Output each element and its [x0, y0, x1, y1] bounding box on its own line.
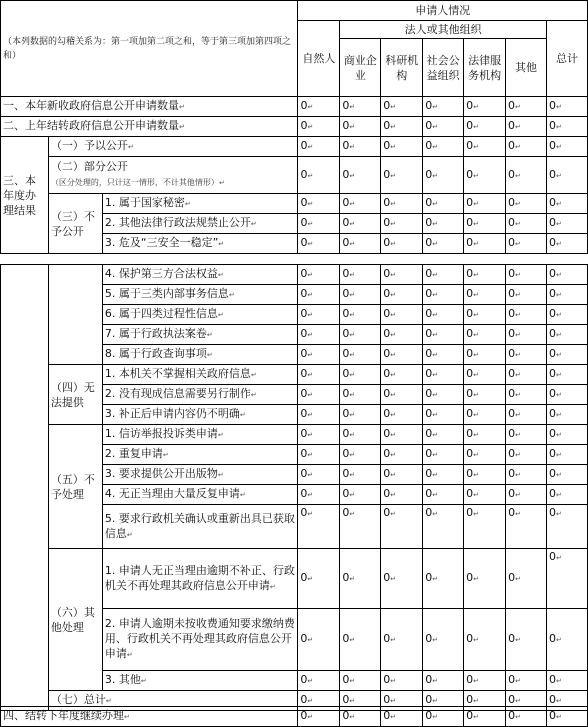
value-cell: 0↵: [340, 365, 381, 385]
value-cell: 0↵: [340, 691, 381, 711]
value-cell: 0↵: [423, 137, 464, 157]
value-cell: 0↵: [381, 345, 423, 365]
row-label: 二、上年结转政府信息公开申请数量↵: [1, 117, 298, 137]
row-label: 3. 其他↵: [102, 671, 298, 691]
value-cell: 0↵: [340, 285, 381, 305]
value-cell: 0↵: [423, 345, 464, 365]
value-cell: 0↵: [464, 214, 506, 234]
value-cell: 0↵: [298, 234, 340, 254]
value-cell: 0↵: [547, 707, 588, 727]
value-cell: 0↵: [423, 157, 464, 194]
value-cell: 0↵: [340, 707, 381, 727]
value-cell: 0↵: [298, 385, 340, 405]
value-cell: 0↵: [464, 485, 506, 505]
value-cell: 0↵: [546, 194, 587, 214]
value-cell: 0↵: [464, 365, 506, 385]
value-cell: 0↵: [340, 549, 381, 609]
value-cell: 0↵: [423, 609, 464, 671]
value-cell: 0↵: [464, 609, 506, 671]
value-cell: 0↵: [298, 465, 340, 485]
value-cell: 0↵: [546, 214, 587, 234]
value-cell: 0↵: [464, 691, 506, 711]
value-cell: 0↵: [298, 609, 340, 671]
table-row: [1, 117, 588, 137]
value-cell: 0↵: [340, 194, 381, 214]
value-cell: 0↵: [546, 234, 587, 254]
bottom-table: [0, 264, 588, 711]
final-row-table: [0, 706, 588, 727]
subsection-label: （五）不予处理: [48, 425, 102, 549]
value-cell: 0↵: [506, 285, 547, 305]
value-cell: 0↵: [381, 234, 423, 254]
value-cell: 0↵: [340, 214, 381, 234]
value-cell: 0↵: [464, 194, 506, 214]
row-label: 6. 属于四类过程性信息↵: [102, 305, 298, 325]
value-cell: 0↵: [547, 425, 588, 445]
row-label: 2. 重复申请↵: [102, 445, 298, 465]
value-cell: 0↵: [547, 365, 588, 385]
value-cell: 0↵: [506, 465, 547, 485]
value-cell: 0↵: [298, 549, 340, 609]
value-cell: 0↵: [298, 671, 340, 691]
value-cell: 0↵: [464, 305, 506, 325]
table-row: [1, 707, 588, 727]
value-cell: 0↵: [506, 365, 547, 385]
value-cell: 0↵: [547, 609, 588, 671]
header-natural: 自然人: [298, 21, 340, 97]
value-cell: 0↵: [340, 465, 381, 485]
value-cell: 0↵: [381, 445, 423, 465]
value-cell: 0↵: [423, 97, 464, 117]
row-label: 一、本年新收政府信息公开申请数量↵: [1, 97, 298, 117]
value-cell: 0↵: [340, 505, 381, 549]
row-label: 7. 属于行政执法案卷↵: [102, 325, 298, 345]
value-cell: 0↵: [381, 485, 423, 505]
value-cell: 0↵: [464, 671, 506, 691]
value-cell: 0↵: [547, 265, 588, 285]
value-cell: 0↵: [298, 405, 340, 425]
value-cell: 0↵: [340, 405, 381, 425]
value-cell: 0↵: [381, 97, 423, 117]
value-cell: 0↵: [381, 385, 423, 405]
value-cell: 0↵: [298, 157, 340, 194]
value-cell: 0↵: [340, 234, 381, 254]
subsection-continuation: [48, 265, 102, 365]
value-cell: 0↵: [506, 157, 547, 194]
header-commercial: 商业企业: [340, 39, 381, 97]
value-cell: 0↵: [423, 691, 464, 711]
value-cell: 0↵: [506, 117, 547, 137]
value-cell: 0↵: [464, 445, 506, 465]
row-label: 5. 要求行政机关确认或重新出具已获取信息↵: [102, 505, 298, 549]
value-cell: 0↵: [506, 707, 547, 727]
value-cell: 0↵: [381, 707, 423, 727]
value-cell: 0↵: [423, 117, 464, 137]
value-cell: 0↵: [340, 117, 381, 137]
value-cell: 0↵: [423, 505, 464, 549]
value-cell: 0↵: [381, 285, 423, 305]
value-cell: 0↵: [423, 707, 464, 727]
value-cell: 0↵: [381, 194, 423, 214]
value-cell: 0↵: [464, 157, 506, 194]
value-cell: 0↵: [340, 609, 381, 671]
value-cell: 0↵: [340, 97, 381, 117]
row-label: 3. 补正后申请内容仍不明确↵: [102, 405, 298, 425]
value-cell: 0↵: [423, 194, 464, 214]
value-cell: 0↵: [547, 385, 588, 405]
value-cell: 0↵: [506, 425, 547, 445]
row-label: 2. 没有现成信息需要另行制作↵: [102, 385, 298, 405]
value-cell: 0↵: [340, 385, 381, 405]
value-cell: 0↵: [423, 234, 464, 254]
value-cell: 0↵: [381, 265, 423, 285]
header-social: 社会公益组织: [423, 39, 464, 97]
row-label: 1. 申请人无正当理由逾期不补正、行政机关不再处理其政府信息公开申请↵: [102, 549, 298, 609]
value-cell: 0↵: [464, 707, 506, 727]
value-cell: 0↵: [423, 549, 464, 609]
value-cell: 0↵: [340, 325, 381, 345]
table-row: [1, 549, 588, 609]
value-cell: 0↵: [506, 137, 547, 157]
row-label: 1. 属于国家秘密↵: [102, 194, 298, 214]
table-row: [1, 97, 588, 117]
value-cell: 0↵: [464, 549, 506, 609]
value-cell: 0↵: [298, 285, 340, 305]
value-cell: 0↵: [298, 137, 340, 157]
value-cell: 0↵: [423, 485, 464, 505]
value-cell: 0↵: [381, 465, 423, 485]
value-cell: 0↵: [381, 214, 423, 234]
value-cell: 0↵: [381, 117, 423, 137]
value-cell: 0↵: [464, 385, 506, 405]
value-cell: 0↵: [381, 505, 423, 549]
header-total: 总计: [546, 21, 587, 97]
value-cell: 0↵: [298, 707, 340, 727]
value-cell: 0↵: [506, 345, 547, 365]
value-cell: 0↵: [340, 485, 381, 505]
value-cell: 0↵: [547, 345, 588, 365]
value-cell: 0↵: [547, 485, 588, 505]
value-cell: 0↵: [506, 265, 547, 285]
value-cell: 0↵: [464, 505, 506, 549]
value-cell: 0↵: [547, 405, 588, 425]
header-note: （本列数据的勾稽关系为：第一项加第二项之和，等于第三项加第四项之和）: [3, 36, 292, 61]
value-cell: 0↵: [298, 97, 340, 117]
header-legal-service: 法律服务机构: [464, 39, 506, 97]
value-cell: 0↵: [506, 549, 547, 609]
value-cell: 0↵: [298, 194, 340, 214]
value-cell: 0↵: [340, 671, 381, 691]
value-cell: 0↵: [464, 234, 506, 254]
value-cell: 0↵: [423, 325, 464, 345]
value-cell: 0↵: [464, 345, 506, 365]
value-cell: 0↵: [340, 425, 381, 445]
header-note-cell: [1, 1, 298, 97]
value-cell: 0↵: [340, 137, 381, 157]
value-cell: 0↵: [298, 214, 340, 234]
value-cell: 0↵: [423, 365, 464, 385]
row-label: 2. 申请人逾期未按收费通知要求缴纳费用、行政机关不再处理其政府信息公开申请↵: [102, 609, 298, 671]
value-cell: 0↵: [381, 405, 423, 425]
value-cell: 0↵: [506, 485, 547, 505]
value-cell: 0↵: [464, 137, 506, 157]
value-cell: 0↵: [381, 425, 423, 445]
value-cell: 0↵: [547, 285, 588, 305]
value-cell: 0↵: [381, 691, 423, 711]
row-label: （一）予以公开↵: [48, 137, 298, 157]
section-3-continuation: [1, 265, 49, 711]
value-cell: 0↵: [381, 137, 423, 157]
row-label: 5. 属于三类内部事务信息↵: [102, 285, 298, 305]
value-cell: 0↵: [506, 445, 547, 465]
value-cell: 0↵: [506, 305, 547, 325]
value-cell: 0↵: [381, 549, 423, 609]
value-cell: 0↵: [547, 505, 588, 549]
value-cell: 0↵: [423, 285, 464, 305]
value-cell: 0↵: [547, 691, 588, 711]
value-cell: 0↵: [546, 97, 587, 117]
table-row: [1, 137, 588, 157]
value-cell: 0↵: [506, 234, 547, 254]
value-cell: 0↵: [506, 609, 547, 671]
value-cell: 0↵: [381, 365, 423, 385]
table-row: [1, 157, 588, 194]
header-other: 其他: [506, 39, 547, 97]
value-cell: 0↵: [340, 445, 381, 465]
value-cell: 0↵: [464, 325, 506, 345]
value-cell: 0↵: [423, 214, 464, 234]
value-cell: 0↵: [381, 609, 423, 671]
subsection-label: （六）其他处理: [48, 549, 102, 691]
value-cell: 0↵: [381, 671, 423, 691]
value-cell: 0↵: [547, 305, 588, 325]
row-label: 3. 要求提供公开出版物↵: [102, 465, 298, 485]
header-legal-group: 法人或其他组织: [340, 21, 547, 39]
value-cell: 0↵: [298, 691, 340, 711]
value-cell: 0↵: [464, 285, 506, 305]
value-cell: 0↵: [340, 265, 381, 285]
value-cell: 0↵: [506, 214, 547, 234]
value-cell: 0↵: [464, 265, 506, 285]
value-cell: 0↵: [423, 305, 464, 325]
row-label: 4. 无正当理由大量反复申请↵: [102, 485, 298, 505]
value-cell: 0↵: [298, 365, 340, 385]
value-cell: 0↵: [423, 405, 464, 425]
row-label: （二）部分公开（区分处理的，只计这一情形，不计其他情形）↵: [48, 157, 298, 194]
value-cell: 0↵: [464, 425, 506, 445]
value-cell: 0↵: [546, 117, 587, 137]
value-cell: 0↵: [464, 97, 506, 117]
row-label: （七）总计↵: [48, 691, 298, 711]
subsection-label: （三）不予公开: [48, 194, 102, 254]
header-research: 科研机构: [381, 39, 423, 97]
value-cell: 0↵: [547, 325, 588, 345]
value-cell: 0↵: [381, 305, 423, 325]
value-cell: 0↵: [506, 405, 547, 425]
row-label: 1. 本机关不掌握相关政府信息↵: [102, 365, 298, 385]
value-cell: 0↵: [464, 465, 506, 485]
value-cell: 0↵: [423, 265, 464, 285]
row-label: 1. 信访举报投诉类申请↵: [102, 425, 298, 445]
row-label: 8. 属于行政查询事项↵: [102, 345, 298, 365]
value-cell: 0↵: [298, 345, 340, 365]
value-cell: 0↵: [298, 265, 340, 285]
value-cell: 0↵: [298, 505, 340, 549]
row-label: 3. 危及“三安全一稳定”↵: [102, 234, 298, 254]
value-cell: 0↵: [381, 157, 423, 194]
value-cell: 0↵: [506, 691, 547, 711]
value-cell: 0↵: [298, 485, 340, 505]
value-cell: 0↵: [340, 305, 381, 325]
value-cell: 0↵: [547, 445, 588, 465]
table-row: [1, 365, 588, 385]
table-row: [1, 265, 588, 285]
value-cell: 0↵: [298, 305, 340, 325]
value-cell: 0↵: [298, 425, 340, 445]
value-cell: 0↵: [423, 465, 464, 485]
value-cell: 0↵: [340, 157, 381, 194]
value-cell: 0↵: [423, 671, 464, 691]
top-table: [0, 0, 588, 254]
value-cell: 0↵: [298, 325, 340, 345]
value-cell: 0↵: [546, 137, 587, 157]
value-cell: 0↵: [546, 157, 587, 194]
value-cell: 0↵: [423, 445, 464, 465]
value-cell: 0↵: [506, 97, 547, 117]
value-cell: 0↵: [298, 117, 340, 137]
value-cell: 0↵: [547, 549, 588, 609]
value-cell: 0↵: [506, 505, 547, 549]
value-cell: 0↵: [340, 345, 381, 365]
row-label: 2. 其他法律行政法规禁止公开↵: [102, 214, 298, 234]
value-cell: 0↵: [547, 671, 588, 691]
table-row: [1, 194, 588, 214]
value-cell: 0↵: [506, 385, 547, 405]
row-label: 4. 保护第三方合法权益↵: [102, 265, 298, 285]
value-cell: 0↵: [298, 445, 340, 465]
value-cell: 0↵: [423, 425, 464, 445]
value-cell: 0↵: [381, 325, 423, 345]
value-cell: 0↵: [464, 405, 506, 425]
row-label: 四、结转下年度继续办理↵: [1, 707, 298, 727]
value-cell: 0↵: [506, 671, 547, 691]
value-cell: 0↵: [547, 465, 588, 485]
value-cell: 0↵: [506, 194, 547, 214]
subsection-label: （四）无法提供: [48, 365, 102, 425]
value-cell: 0↵: [506, 325, 547, 345]
table-row: [1, 425, 588, 445]
section-3-label: 三、本年度办理结果: [1, 137, 49, 254]
header-applicant: 申请人情况: [298, 1, 588, 21]
value-cell: 0↵: [423, 385, 464, 405]
value-cell: 0↵: [464, 117, 506, 137]
